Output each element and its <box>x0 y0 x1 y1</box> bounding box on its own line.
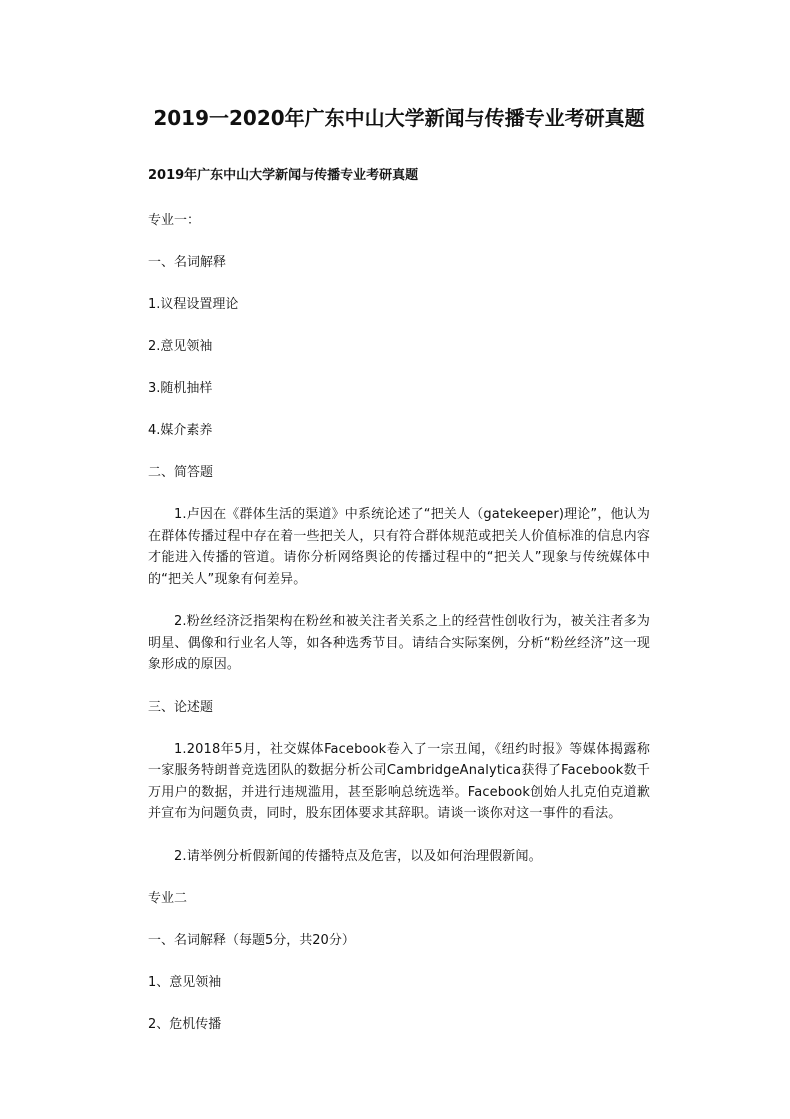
section-heading: 一、名词解释（每题5分，共20分） <box>148 933 355 948</box>
major-heading: 专业二 <box>148 891 188 906</box>
document-body <box>148 104 650 1056</box>
term-item: 1.议程设置理论 <box>148 297 239 312</box>
section-heading: 二、简答题 <box>148 465 214 480</box>
term-item: 2、危机传播 <box>148 1017 222 1032</box>
major-heading: 专业一： <box>148 213 201 228</box>
essay-question: 2.请举例分析假新闻的传播特点及危害，以及如何治理假新闻。 <box>174 848 542 864</box>
document-title: 2019一2020年广东中山大学新闻与传播专业考研真题 <box>153 106 645 130</box>
term-item: 3.随机抽样 <box>148 381 213 396</box>
term-item: 4.媒介素养 <box>148 423 213 438</box>
exam-subtitle: 2019年广东中山大学新闻与传播专业考研真题 <box>148 168 419 183</box>
term-item: 2.意见领袖 <box>148 339 213 354</box>
short-answer-question: 1.卢因在《群体生活的渠道》中系统论述了“把关人（gatekeeper)理论”，他认为在群体传播过程中存在着一些把关人，只有符合群体规范或把关人价值标准的信息内容才能进入传播的管道。请你分析网络舆论的传播过程中的“把关人”现象与传统媒体中的“把关人”现象有何差异。 <box>148 507 650 587</box>
essay-question: 1.2018年5月，社交媒体Facebook卷入了一宗丑闻，《纽约时报》等媒体揭露称一家服务特朗普竞选团队的数据分析公司CambridgeAnalytica获得了Facebook数千万用户的数据，并进行违规滥用，甚至影响总统选举。Facebook创始人扎克伯克道歉并宣布为问题负责，同时，股东团体要求其辞职。请谈一谈你对这一事件的看法。 <box>148 741 650 821</box>
short-answer-question: 2.粉丝经济泛指架构在粉丝和被关注者关系之上的经营性创收行为，被关注者多为明星、偶像和行业名人等，如各种选秀节目。请结合实际案例，分析“粉丝经济”这一现象形成的原因。 <box>148 614 650 672</box>
section-heading: 一、名词解释 <box>148 255 227 270</box>
section-heading: 三、论述题 <box>148 699 214 715</box>
term-item: 1、意见领袖 <box>148 975 222 990</box>
